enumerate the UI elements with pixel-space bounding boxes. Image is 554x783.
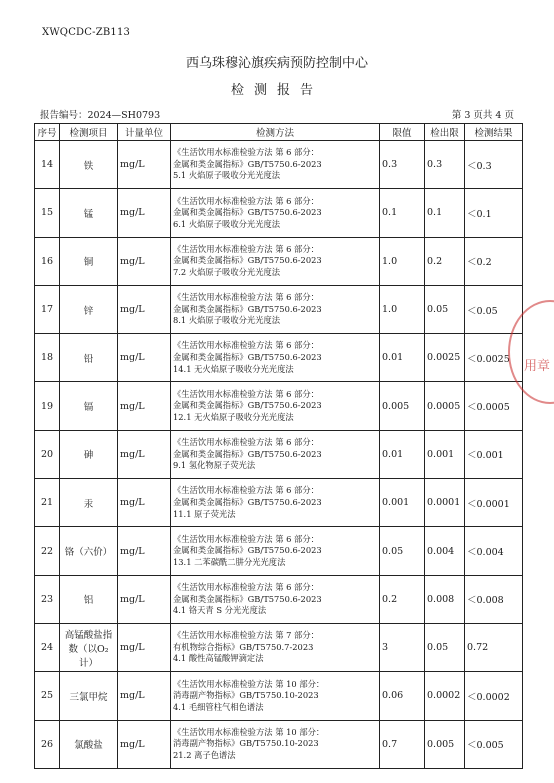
method-line: 《生活饮用水标准检验方法 第 10 部分： bbox=[173, 678, 325, 689]
row-unit: mg/L bbox=[118, 623, 171, 671]
table-row bbox=[35, 575, 523, 623]
method-line: 《生活饮用水标准检验方法 第 7 部分： bbox=[173, 630, 319, 641]
method-line: 金属和类金属指标》GB/T5750.6-2023 bbox=[173, 255, 322, 266]
row-result: ＜0.2 bbox=[465, 237, 523, 285]
method-line: 《生活饮用水标准检验方法 第 6 部分： bbox=[173, 485, 319, 496]
row-detection-limit: 0.001 bbox=[425, 430, 465, 478]
method-line: 12.1 无火焰原子吸收分光光度法 bbox=[173, 411, 294, 422]
table-row bbox=[35, 141, 523, 189]
method-line: 14.1 无火焰原子吸收分光光度法 bbox=[173, 363, 294, 374]
method-line: 金属和类金属指标》GB/T5750.6-2023 bbox=[173, 593, 322, 604]
table-row bbox=[35, 672, 523, 720]
method-line: 金属和类金属指标》GB/T5750.6-2023 bbox=[173, 448, 322, 459]
header-limit: 限值 bbox=[380, 124, 425, 141]
row-unit: mg/L bbox=[118, 575, 171, 623]
row-method bbox=[171, 430, 380, 478]
method-line: 6.1 火焰原子吸收分光光度法 bbox=[173, 218, 281, 229]
row-result: ＜0.0002 bbox=[465, 672, 523, 720]
row-method bbox=[171, 141, 380, 189]
method-line: 有机物综合指标》GB/T5750.7-2023 bbox=[173, 641, 314, 652]
row-item: 铁 bbox=[60, 141, 118, 189]
table-row bbox=[35, 623, 523, 671]
results-table bbox=[34, 123, 523, 769]
row-limit: 0.7 bbox=[380, 720, 425, 768]
table-row bbox=[35, 334, 523, 382]
method-line: 金属和类金属指标》GB/T5750.6-2023 bbox=[173, 545, 322, 556]
row-method bbox=[171, 382, 380, 430]
method-line: 消毒副产物指标》GB/T5750.10-2023 bbox=[173, 690, 319, 701]
row-detection-limit: 0.0025 bbox=[425, 334, 465, 382]
header-method: 检测方法 bbox=[171, 124, 380, 141]
report-number: 报告编号：2024—SH0793 bbox=[40, 110, 161, 121]
row-unit: mg/L bbox=[118, 285, 171, 333]
row-item: 氯酸盐 bbox=[60, 720, 118, 768]
table-row bbox=[35, 237, 523, 285]
row-method bbox=[171, 527, 380, 575]
table-row bbox=[35, 189, 523, 237]
row-result: ＜0.004 bbox=[465, 527, 523, 575]
row-result: ＜0.008 bbox=[465, 575, 523, 623]
row-method bbox=[171, 285, 380, 333]
row-result: ＜0.001 bbox=[465, 430, 523, 478]
row-unit: mg/L bbox=[118, 237, 171, 285]
method-line: 4.1 铬天青 S 分光光度法 bbox=[173, 605, 267, 616]
method-line: 4.1 酸性高锰酸钾滴定法 bbox=[173, 653, 264, 664]
row-item: 铜 bbox=[60, 237, 118, 285]
row-detection-limit: 0.004 bbox=[425, 527, 465, 575]
row-limit: 0.2 bbox=[380, 575, 425, 623]
organization-name: 西乌珠穆沁旗疾病预防控制中心 bbox=[185, 56, 368, 71]
row-limit: 1.0 bbox=[380, 285, 425, 333]
method-line: 金属和类金属指标》GB/T5750.6-2023 bbox=[173, 496, 322, 507]
row-detection-limit: 0.0002 bbox=[425, 672, 465, 720]
method-line: 《生活饮用水标准检验方法 第 6 部分： bbox=[173, 243, 319, 254]
row-no: 26 bbox=[35, 720, 60, 768]
method-line: 7.2 火焰原子吸收分光光度法 bbox=[173, 267, 281, 278]
method-line: 《生活饮用水标准检验方法 第 6 部分： bbox=[173, 340, 319, 351]
row-limit: 1.0 bbox=[380, 237, 425, 285]
method-line: 《生活饮用水标准检验方法 第 6 部分： bbox=[173, 147, 319, 158]
row-method bbox=[171, 720, 380, 768]
method-line: 4.1 毛细管柱气相色谱法 bbox=[173, 701, 264, 712]
row-limit: 3 bbox=[380, 623, 425, 671]
row-result: ＜0.05 bbox=[465, 285, 523, 333]
row-detection-limit: 0.008 bbox=[425, 575, 465, 623]
row-item: 镉 bbox=[60, 382, 118, 430]
method-line: 《生活饮用水标准检验方法 第 6 部分： bbox=[173, 388, 319, 399]
document-code: XWQCDC-ZB113 bbox=[42, 27, 131, 38]
method-line: 8.1 火焰原子吸收分光光度法 bbox=[173, 315, 281, 326]
row-unit: mg/L bbox=[118, 382, 171, 430]
header-no: 序号 bbox=[35, 124, 60, 141]
method-line: 9.1 氢化物原子荧光法 bbox=[173, 460, 256, 471]
row-limit: 0.01 bbox=[380, 430, 425, 478]
row-result: ＜0.0025 bbox=[465, 334, 523, 382]
method-line: 《生活饮用水标准检验方法 第 6 部分： bbox=[173, 292, 319, 303]
table-row bbox=[35, 430, 523, 478]
row-item: 砷 bbox=[60, 430, 118, 478]
row-item: 高锰酸盐指数（以O₂计） bbox=[60, 623, 118, 671]
table-row bbox=[35, 527, 523, 575]
row-item: 汞 bbox=[60, 479, 118, 527]
row-unit: mg/L bbox=[118, 720, 171, 768]
method-line: 消毒副产物指标》GB/T5750.10-2023 bbox=[173, 738, 319, 749]
header-item: 检测项目 bbox=[60, 124, 118, 141]
row-no: 15 bbox=[35, 189, 60, 237]
method-line: 《生活饮用水标准检验方法 第 10 部分： bbox=[173, 726, 325, 737]
row-method bbox=[171, 479, 380, 527]
row-no: 16 bbox=[35, 237, 60, 285]
row-result: 0.72 bbox=[465, 623, 523, 671]
row-detection-limit: 0.2 bbox=[425, 237, 465, 285]
table-row bbox=[35, 285, 523, 333]
row-limit: 0.001 bbox=[380, 479, 425, 527]
row-unit: mg/L bbox=[118, 141, 171, 189]
row-result: ＜0.0001 bbox=[465, 479, 523, 527]
row-no: 20 bbox=[35, 430, 60, 478]
row-detection-limit: 0.05 bbox=[425, 285, 465, 333]
seal-text: 用章 bbox=[524, 359, 551, 374]
row-no: 18 bbox=[35, 334, 60, 382]
table-row bbox=[35, 720, 523, 768]
method-line: 《生活饮用水标准检验方法 第 6 部分： bbox=[173, 195, 319, 206]
row-item: 铝 bbox=[60, 575, 118, 623]
row-no: 14 bbox=[35, 141, 60, 189]
method-line: 金属和类金属指标》GB/T5750.6-2023 bbox=[173, 207, 322, 218]
row-unit: mg/L bbox=[118, 672, 171, 720]
row-unit: mg/L bbox=[118, 479, 171, 527]
row-item: 铅 bbox=[60, 334, 118, 382]
row-detection-limit: 0.1 bbox=[425, 189, 465, 237]
method-line: 11.1 原子荧光法 bbox=[173, 508, 236, 519]
row-limit: 0.005 bbox=[380, 382, 425, 430]
row-method bbox=[171, 189, 380, 237]
method-line: 《生活饮用水标准检验方法 第 6 部分： bbox=[173, 437, 319, 448]
row-no: 17 bbox=[35, 285, 60, 333]
table-row bbox=[35, 479, 523, 527]
row-limit: 0.1 bbox=[380, 189, 425, 237]
row-no: 22 bbox=[35, 527, 60, 575]
row-method bbox=[171, 237, 380, 285]
report-title: 检测报告 bbox=[230, 83, 323, 98]
row-method bbox=[171, 575, 380, 623]
row-result: ＜0.3 bbox=[465, 141, 523, 189]
row-detection-limit: 0.005 bbox=[425, 720, 465, 768]
row-detection-limit: 0.0001 bbox=[425, 479, 465, 527]
table-header-row bbox=[35, 124, 523, 141]
row-limit: 0.05 bbox=[380, 527, 425, 575]
row-item: 锌 bbox=[60, 285, 118, 333]
row-detection-limit: 0.3 bbox=[425, 141, 465, 189]
row-no: 24 bbox=[35, 623, 60, 671]
method-line: 《生活饮用水标准检验方法 第 6 部分： bbox=[173, 581, 319, 592]
row-item: 三氯甲烷 bbox=[60, 672, 118, 720]
row-result: ＜0.1 bbox=[465, 189, 523, 237]
table-row bbox=[35, 382, 523, 430]
method-line: 21.2 离子色谱法 bbox=[173, 750, 236, 760]
row-limit: 0.01 bbox=[380, 334, 425, 382]
row-no: 19 bbox=[35, 382, 60, 430]
header-result: 检测结果 bbox=[465, 124, 523, 141]
row-no: 21 bbox=[35, 479, 60, 527]
method-line: 金属和类金属指标》GB/T5750.6-2023 bbox=[173, 352, 322, 363]
row-item: 铬（六价） bbox=[60, 527, 118, 575]
row-method bbox=[171, 334, 380, 382]
page-number: 第 3 页共 4 页 bbox=[451, 110, 514, 121]
row-item: 锰 bbox=[60, 189, 118, 237]
row-unit: mg/L bbox=[118, 334, 171, 382]
method-line: 《生活饮用水标准检验方法 第 6 部分： bbox=[173, 533, 319, 544]
row-result: ＜0.005 bbox=[465, 720, 523, 768]
row-unit: mg/L bbox=[118, 189, 171, 237]
method-line: 13.1 二苯碳酰二肼分光光度法 bbox=[173, 556, 286, 567]
method-line: 金属和类金属指标》GB/T5750.6-2023 bbox=[173, 303, 322, 314]
header-detection-limit: 检出限 bbox=[425, 124, 465, 141]
header-unit: 计量单位 bbox=[118, 124, 171, 141]
row-detection-limit: 0.05 bbox=[425, 623, 465, 671]
row-no: 23 bbox=[35, 575, 60, 623]
row-detection-limit: 0.0005 bbox=[425, 382, 465, 430]
method-line: 金属和类金属指标》GB/T5750.6-2023 bbox=[173, 158, 322, 169]
row-method bbox=[171, 623, 380, 671]
method-line: 金属和类金属指标》GB/T5750.6-2023 bbox=[173, 400, 322, 411]
row-unit: mg/L bbox=[118, 527, 171, 575]
row-result: ＜0.0005 bbox=[465, 382, 523, 430]
row-unit: mg/L bbox=[118, 430, 171, 478]
row-limit: 0.06 bbox=[380, 672, 425, 720]
row-limit: 0.3 bbox=[380, 141, 425, 189]
row-method bbox=[171, 672, 380, 720]
row-no: 25 bbox=[35, 672, 60, 720]
method-line: 5.1 火焰原子吸收分光光度法 bbox=[173, 170, 281, 181]
